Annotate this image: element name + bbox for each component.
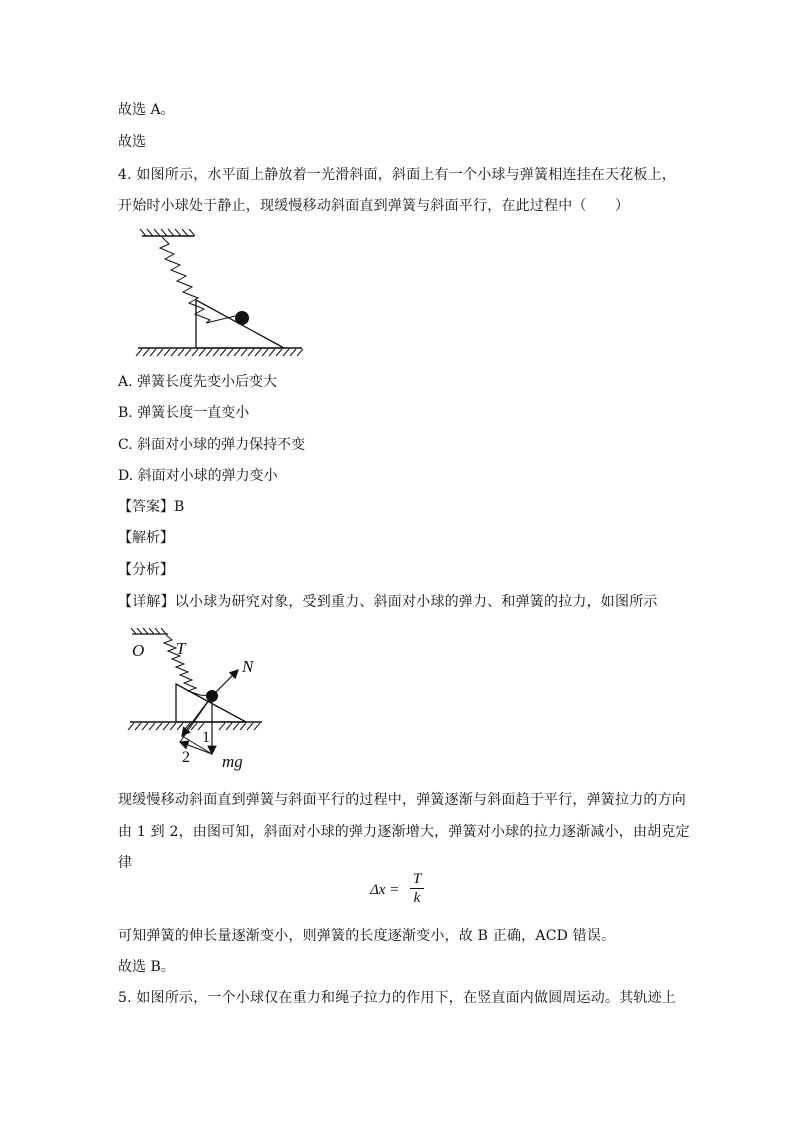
incline [176, 684, 246, 722]
explanation-line: 律 [118, 855, 132, 871]
conclusion-line: 故选 B。 [118, 959, 175, 975]
text-line: 故选 A。 [118, 102, 175, 118]
analysis-sub-label: 【分析】 [118, 562, 174, 578]
label-2: 2 [182, 749, 190, 766]
detail-text: 【详解】以小球为研究对象，受到重力、斜面对小球的弹力、和弹簧的拉力，如图所示 [118, 594, 658, 610]
question-4-stem: 4. 如图所示，水平面上静放着一光滑斜面，斜面上有一个小球与弹簧相连挂在天花板上， [118, 167, 677, 183]
label-1: 1 [202, 729, 210, 746]
formula-denominator: k [413, 890, 421, 906]
label-n: N [242, 657, 254, 676]
option-b: B. 弹簧长度一直变小 [118, 405, 250, 421]
question-4-stem-cont: 开始时小球处于静止，现缓慢移动斜面直到弹簧与斜面平行，在此过程中（ ） [118, 198, 630, 214]
label-t: T [176, 639, 186, 658]
spring [164, 635, 210, 696]
answer-label: 【答案】B [118, 499, 185, 515]
option-a: A. 弹簧长度先变小后变大 [118, 374, 278, 390]
force-diagram [126, 624, 306, 774]
formula-lhs: Δx = [370, 882, 400, 898]
formula-numerator: T [412, 871, 422, 887]
label-o: O [132, 641, 145, 660]
spring [160, 237, 235, 323]
conclusion-line: 可知弹簧的伸长量逐渐变小，则弹簧的长度逐渐变小，故 B 正确，ACD 错误。 [118, 928, 616, 944]
explanation-line: 现缓慢移动斜面直到弹簧与斜面平行的过程中，弹簧逐渐与斜面趋于平行，弹簧拉力的方向 [118, 792, 686, 808]
label-mg: mg [222, 752, 243, 771]
ball [235, 311, 249, 325]
text-line: 故选 [118, 134, 146, 150]
analysis-label: 【解析】 [118, 530, 174, 546]
question-5-stem: 5. 如图所示，一个小球仅在重力和绳子拉力的作用下，在竖直面内做圆周运动。其轨迹上 [118, 990, 677, 1006]
formula-fraction [410, 870, 424, 907]
explanation-line: 由 1 到 2，由图可知，斜面对小球的弹力逐渐增大，弹簧对小球的拉力逐渐减小，由胡克定 [118, 824, 690, 840]
option-c: C. 斜面对小球的弹力保持不变 [118, 437, 306, 453]
incline-spring-figure [136, 228, 306, 358]
option-d: D. 斜面对小球的弹力变小 [118, 468, 278, 484]
